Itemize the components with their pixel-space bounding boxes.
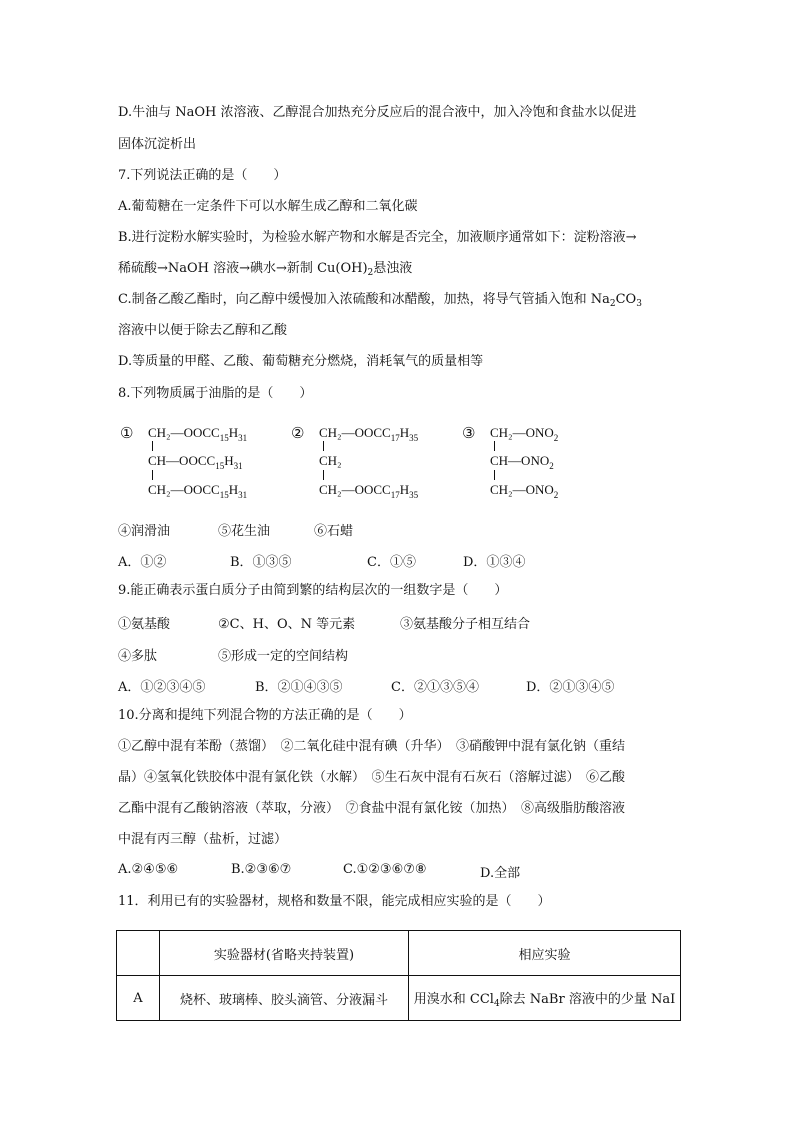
- table-row: [117, 976, 681, 1021]
- struct2-row2: CH₂: [319, 453, 342, 468]
- q9-option-b: B．②①④③⑤: [255, 680, 343, 695]
- struct3-row1: $CH_2—ONO_2$: [490, 425, 559, 443]
- q10-option-a: A.②④⑤⑥: [118, 862, 179, 877]
- q10-option-d: D.全部: [480, 866, 521, 881]
- q7-option-d: D.等质量的甲醛、乙酸、葡萄糖充分燃烧，消耗氧气的质量相等: [118, 354, 484, 369]
- q8-item-4: ④润滑油: [118, 524, 171, 539]
- struct3-bond1: [494, 441, 495, 451]
- struct2-row1: $CH_2—OOCC_{17}H_{35}$: [319, 425, 419, 443]
- q9-option-a: A．①②③④⑤: [118, 680, 206, 695]
- table-header-row: [117, 931, 681, 976]
- struct1-row2: $CH—OOCC_{15}H_{31}$: [148, 453, 243, 471]
- q7-option-b-line2: 稀硫酸→NaOH 溶液→碘水→新制 $Cu(OH)_2$悬浊液: [118, 261, 413, 278]
- struct3-number: ③: [462, 426, 476, 442]
- q9-item-4: ④多肽: [118, 649, 158, 664]
- q7-option-b-line1: B.进行淀粉水解实验时，为检验水解产物和水解是否完全，加液顺序通常如下：淀粉溶液→: [118, 230, 637, 245]
- q10-line2: 晶）④氢氧化铁胶体中混有氯化铁（水解） ⑤生石灰中混有石灰石（溶解过滤） ⑥乙酸: [118, 770, 626, 785]
- q10-option-b: B.②③⑥⑦: [231, 862, 292, 877]
- q10-line1: ①乙醇中混有苯酚（蒸馏） ②二氧化硅中混有碘（升华） ③硝酸钾中混有氯化钠（重结: [118, 739, 626, 754]
- q7-option-a: A.葡萄糖在一定条件下可以水解生成乙醇和二氧化碳: [118, 199, 418, 214]
- q11-stem: 11．利用已有的实验器材，规格和数量不限，能完成相应实验的是（ ）: [118, 894, 551, 909]
- table-cell-experiment: 用溴水和 CCl$_4$除去 NaBr 溶液中的少量 NaI: [409, 976, 681, 1021]
- q7-option-c-line2: 溶液中以便于除去乙醇和乙酸: [118, 323, 288, 338]
- q9-item-2: ②C、H、O、N 等元素: [218, 617, 356, 632]
- struct2-row3: $CH_2—OOCC_{17}H_{35}$: [319, 482, 419, 500]
- q11-table: [116, 930, 681, 1021]
- q10-stem: 10.分离和提纯下列混合物的方法正确的是（ ）: [118, 708, 412, 723]
- struct3-bond2: [494, 470, 495, 480]
- q8-option-c: C．①⑤: [367, 555, 416, 570]
- q9-item-3: ③氨基酸分子相互结合: [400, 617, 531, 632]
- q7-option-c-line1: C.制备乙酸乙酯时，向乙醇中缓慢加入浓硫酸和冰醋酸，加热，将导气管插入饱和 $Na_2CO_3$: [118, 292, 642, 309]
- q9-option-c: C．②①③⑤④: [391, 680, 479, 695]
- struct1-bond2: [152, 470, 153, 480]
- q8-item-5: ⑤花生油: [218, 524, 271, 539]
- struct1-row3: $CH_2—OOCC_{15}H_{31}$: [148, 482, 248, 500]
- q10-line3: 乙酯中混有乙酸钠溶液（萃取，分液） ⑦食盐中混有氯化铵（加热） ⑧高级脂肪酸溶液: [118, 801, 626, 816]
- q8-option-b: B．①③⑤: [230, 555, 292, 570]
- struct2-number: ②: [291, 426, 305, 442]
- struct2-bond2: [323, 470, 324, 480]
- struct1-row1: $CH_2—OOCC_{15}H_{31}$: [148, 425, 248, 443]
- q8-item-6: ⑥石蜡: [314, 524, 354, 539]
- q6-option-d-line2: 固体沉淀析出: [118, 137, 197, 152]
- q10-line4: 中混有丙三醇（盐析，过滤）: [118, 832, 288, 847]
- struct2-bond1: [323, 441, 324, 451]
- q8-option-a: A．①②: [118, 555, 167, 570]
- struct1-number: ①: [120, 426, 134, 442]
- q8-stem: 8.下列物质属于油脂的是（ ）: [118, 386, 313, 401]
- q8-option-d: D．①③④: [463, 555, 526, 570]
- q9-item-5: ⑤形成一定的空间结构: [218, 649, 349, 664]
- q10-option-c: C.①②③⑥⑦⑧: [343, 862, 427, 877]
- q9-stem: 9.能正确表示蛋白质分子由简到繁的结构层次的一组数字是（ ）: [118, 583, 508, 598]
- table-header-cell: 实验器材(省略夹持装置): [160, 931, 409, 976]
- q9-item-1: ①氨基酸: [118, 617, 171, 632]
- q9-option-d: D．②①③④⑤: [526, 680, 615, 695]
- table-cell-equipment: 烧杯、玻璃棒、胶头滴管、分液漏斗: [160, 976, 409, 1021]
- table-header-cell: [117, 931, 160, 976]
- struct1-bond1: [152, 441, 153, 451]
- struct3-row2: $CH—ONO_2$: [490, 453, 554, 471]
- table-cell-label: A: [117, 976, 160, 1021]
- q7-stem: 7.下列说法正确的是（ ）: [118, 168, 287, 183]
- table-header-cell: 相应实验: [409, 931, 681, 976]
- q6-option-d-line1: D.牛油与 NaOH 浓溶液、乙醇混合加热充分反应后的混合液中，加入冷饱和食盐水以促进: [118, 105, 637, 120]
- struct3-row3: $CH_2—ONO_2$: [490, 482, 559, 500]
